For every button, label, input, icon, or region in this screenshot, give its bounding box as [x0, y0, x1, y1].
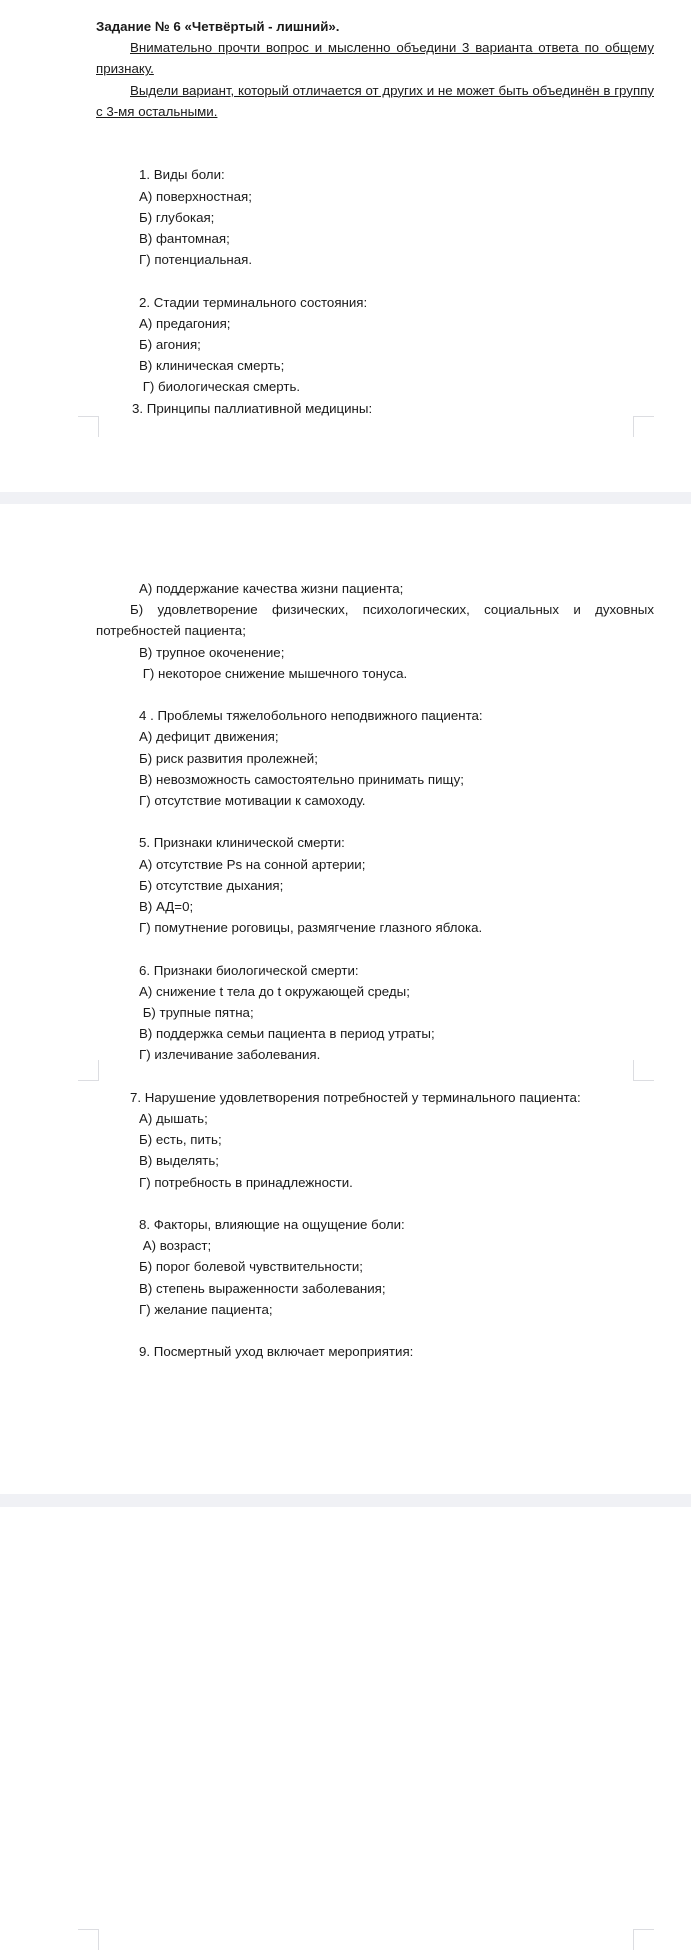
instruction-line-2: Выдели вариант, который отличается от других и не может быть объединён в группу с 3-мя остальными. [96, 82, 654, 119]
question-option: В) поддержка семьи пациента в период утраты; [139, 1026, 435, 1042]
question-option: Б) удовлетворение физических, психологических, социальных и духовных потребностей пациента; [96, 602, 654, 639]
page-margin-corner-bottom-left [78, 1929, 99, 1950]
spacer [96, 938, 654, 959]
page-margin-corner-bottom-right [633, 416, 654, 437]
question-block-2 [96, 292, 654, 398]
question-option: Г) излечивание заболевания. [139, 1047, 321, 1063]
question-title: 1. Виды боли: [139, 167, 225, 183]
question-block-8 [96, 1214, 654, 1320]
question-option: А) поверхностная; [139, 188, 252, 204]
document-page-1 [0, 0, 691, 492]
question-option: Б) есть, пить; [139, 1132, 222, 1148]
question-option: Б) порог болевой чувствительности; [139, 1259, 363, 1275]
spacer [96, 1193, 654, 1214]
spacer [96, 1066, 654, 1087]
document-page-3 [0, 1507, 691, 1536]
page-margin-corner-bottom-left [78, 416, 99, 437]
question-title: 8. Факторы, влияющие на ощущение боли: [139, 1217, 405, 1233]
question-block-6 [96, 960, 654, 1066]
question-option: Г) биологическая смерть. [139, 379, 301, 395]
page-1-text-column [96, 16, 654, 419]
question-title: 9. Посмертный уход включает мероприятия: [139, 1344, 414, 1360]
question-block-9 [96, 1341, 654, 1362]
spacer [96, 270, 654, 291]
question-option: Г) потребность в принадлежности. [139, 1174, 353, 1190]
question-option: В) степень выраженности заболевания; [139, 1280, 386, 1296]
question-option: А) отсутствие Ps на сонной артерии; [139, 856, 366, 872]
question-option: Б) глубокая; [139, 209, 215, 225]
page-margin-corner-bottom-right [633, 1929, 654, 1950]
question-block-3-title [96, 398, 654, 419]
task-heading: Задание № 6 «Четвёртый - лишний». [96, 19, 340, 34]
spacer [96, 143, 654, 164]
question-title: 4 . Проблемы тяжелобольного неподвижного пациента: [139, 708, 483, 724]
question-option: А) поддержание качества жизни пациента; [139, 581, 404, 596]
question-option: Г) желание пациента; [139, 1301, 273, 1317]
question-option: А) возраст; [139, 1238, 212, 1254]
question-option: Б) агония; [139, 337, 201, 352]
question-option: Б) отсутствие дыхания; [139, 877, 284, 893]
question-block-3-options [96, 578, 654, 684]
question-option: А) дефицит движения; [139, 729, 279, 745]
question-option: Г) помутнение роговицы, размягчение глазного яблока. [139, 920, 483, 936]
question-title: 3. Принципы паллиативной медицины: [132, 400, 373, 416]
question-option: Г) некоторое снижение мышечного тонуса. [139, 665, 408, 681]
question-option: В) невозможность самостоятельно принимать пищу; [139, 771, 464, 787]
spacer [96, 684, 654, 705]
question-option: Г) потенциальная. [139, 252, 253, 268]
question-option: В) трупное окоченение; [139, 644, 285, 660]
page-break-gap-2 [0, 1494, 691, 1507]
question-title: 6. Признаки биологической смерти: [139, 962, 359, 978]
question-block-5 [96, 832, 654, 938]
spacer [96, 1320, 654, 1341]
question-option: В) фантомная; [139, 231, 230, 246]
question-option: А) снижение t тела до t окружающей среды; [139, 983, 410, 999]
question-option: Г) отсутствие мотивации к самоходу. [139, 793, 366, 809]
question-option: А) дышать; [139, 1111, 208, 1127]
question-block-1 [96, 164, 654, 270]
question-option: Б) риск развития пролежней; [139, 750, 318, 766]
spacer [96, 122, 654, 143]
spacer [96, 811, 654, 832]
instruction-line-1: Внимательно прочти вопрос и мысленно объедини 3 варианта ответа по общему признаку. [96, 40, 654, 77]
question-title: 2. Стадии терминального состояния: [139, 294, 368, 310]
question-block-7 [96, 1087, 654, 1193]
question-block-4 [96, 705, 654, 811]
question-option: Б) трупные пятна; [139, 1005, 254, 1021]
question-title: 5. Признаки клинической смерти: [139, 835, 345, 851]
question-option: В) АД=0; [139, 899, 194, 915]
page-2-text-column [96, 578, 654, 1362]
question-option: В) клиническая смерть; [139, 358, 285, 374]
question-option: А) предагония; [139, 315, 231, 331]
question-title: 7. Нарушение удовлетворения потребностей у терминального пациента: [130, 1089, 581, 1105]
document-page-2 [0, 504, 691, 1507]
question-option: В) выделять; [139, 1153, 219, 1169]
